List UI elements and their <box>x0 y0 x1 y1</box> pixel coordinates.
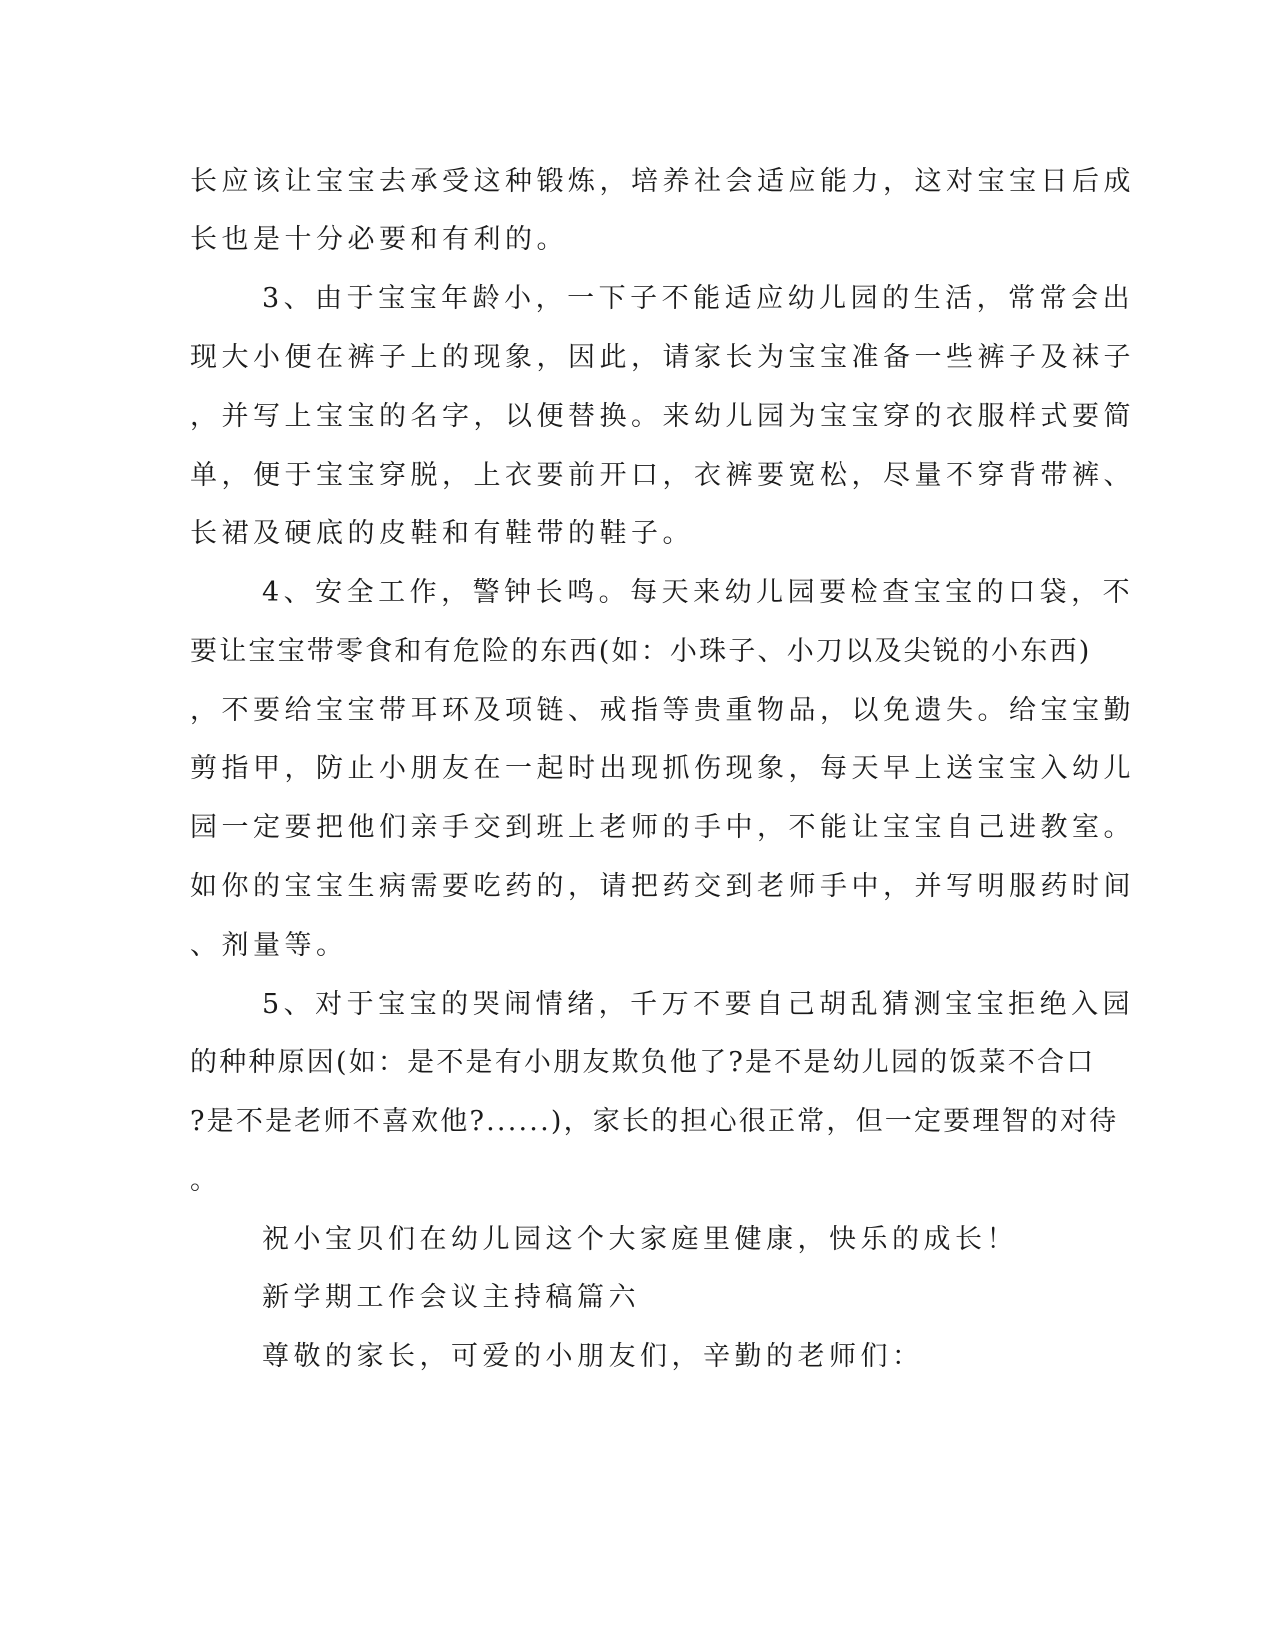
text-line: 长裙及硬底的皮鞋和有鞋带的鞋子。 <box>190 518 694 549</box>
text-line: ，不要给宝宝带耳环及项链、戒指等贵重物品，以免遗失。给宝宝勤 <box>190 695 1135 726</box>
paragraph-5-start: 5、对于宝宝的哭闹情绪，千万不要自己胡乱猜测宝宝拒绝入园 <box>262 989 1135 1020</box>
text-line: 园一定要把他们亲手交到班上老师的手中，不能让宝宝自己进教室。 <box>190 812 1135 843</box>
text-line: ，并写上宝宝的名字，以便替换。来幼儿园为宝宝穿的衣服样式要简 <box>190 401 1135 432</box>
text-line: 。 <box>190 1165 222 1196</box>
section-heading: 新学期工作会议主持稿篇六 <box>262 1282 640 1313</box>
text-line: 长应该让宝宝去承受这种锻炼，培养社会适应能力，这对宝宝日后成 <box>190 166 1135 197</box>
text-line: 的种种原因(如：是不是有小朋友欺负他了?是不是幼儿园的饭菜不合口 <box>190 1047 1096 1078</box>
paragraph-3-start: 3、由于宝宝年龄小，一下子不能适应幼儿园的生活，常常会出 <box>262 283 1135 314</box>
paragraph-4-start: 4、安全工作，警钟长鸣。每天来幼儿园要检查宝宝的口袋，不 <box>262 577 1135 608</box>
text-line: 长也是十分必要和有利的。 <box>190 224 568 255</box>
text-line: 、剂量等。 <box>190 930 348 961</box>
text-line: 单，便于宝宝穿脱，上衣要前开口，衣裤要宽松，尽量不穿背带裤、 <box>190 460 1135 491</box>
text-line: 如你的宝宝生病需要吃药的，请把药交到老师手中，并写明服药时间 <box>190 871 1135 902</box>
closing-wish: 祝小宝贝们在幼儿园这个大家庭里健康，快乐的成长！ <box>262 1224 1018 1255</box>
salutation: 尊敬的家长，可爱的小朋友们，辛勤的老师们： <box>262 1341 924 1372</box>
text-line: 现大小便在裤子上的现象，因此，请家长为宝宝准备一些裤子及袜子 <box>190 342 1135 373</box>
text-line: 剪指甲，防止小朋友在一起时出现抓伤现象，每天早上送宝宝入幼儿 <box>190 753 1135 784</box>
text-line: ?是不是老师不喜欢他?......)，家长的担心很正常，但一定要理智的对待 <box>190 1106 1119 1137</box>
text-line: 要让宝宝带零食和有危险的东西(如：小珠子、小刀以及尖锐的小东西) <box>190 636 1092 667</box>
